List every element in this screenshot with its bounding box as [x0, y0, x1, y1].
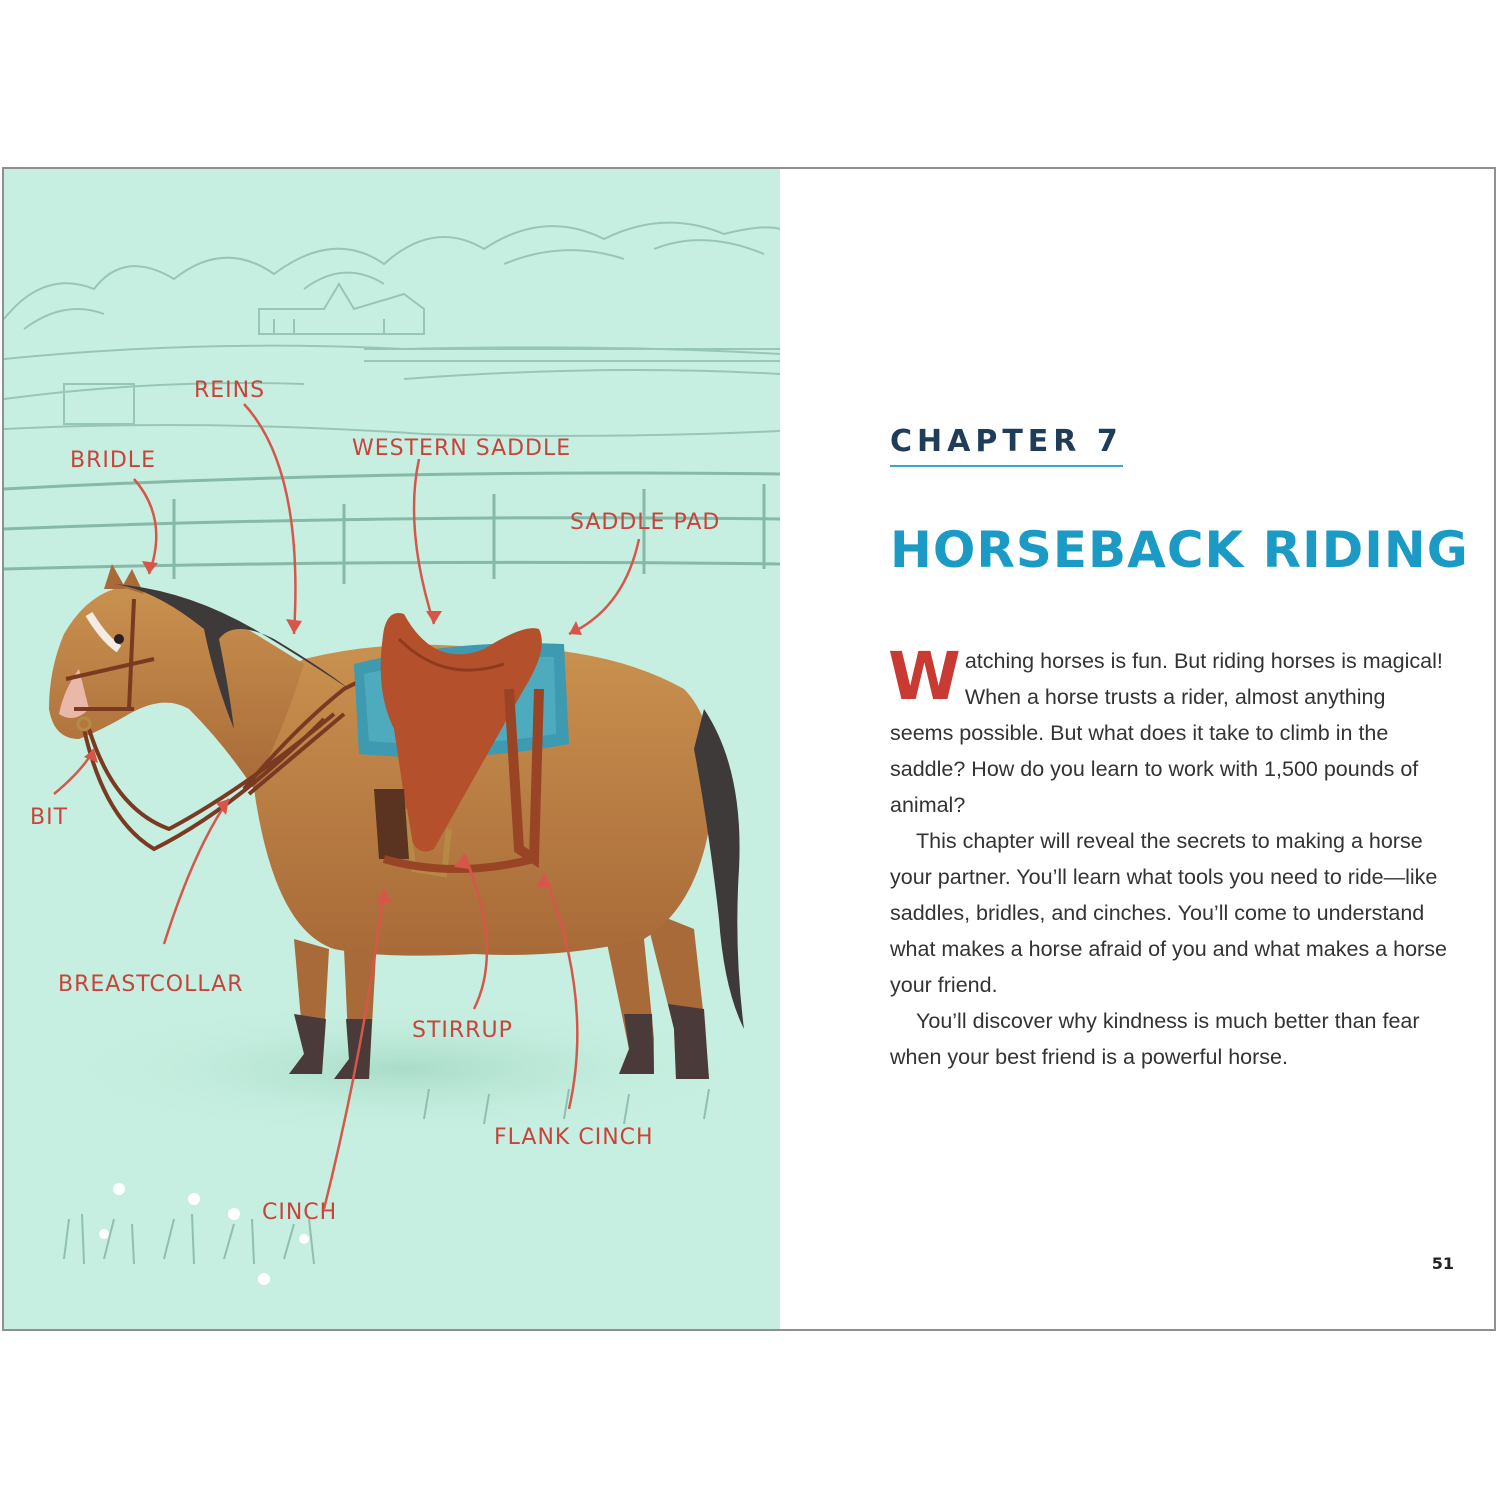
text-page — [780, 169, 1494, 1329]
paragraph-1 — [888, 638, 1450, 823]
page-number: 51 — [1431, 1254, 1454, 1273]
label-bridle: BRIDLE — [70, 448, 156, 473]
background-landscape — [4, 223, 780, 436]
paragraph-2: This chapter will reveal the secrets to making a horse your partner. You’ll learn what tools you need to ride—like saddles, bridles, and cinches. You’ll come to understand what makes a horse afraid of you and what makes a horse your friend. — [890, 829, 1447, 997]
drop-cap: W — [888, 638, 961, 715]
chapter-heading: CHAPTER 7 — [890, 424, 1123, 467]
book-spread — [2, 167, 1496, 1331]
label-cinch: CINCH — [262, 1200, 338, 1225]
illustration-page — [4, 169, 780, 1329]
label-stirrup: STIRRUP — [412, 1018, 513, 1043]
label-bit: BIT — [30, 805, 69, 830]
chapter-intro — [888, 638, 1450, 1075]
label-flank-cinch: FLANK CINCH — [494, 1125, 654, 1150]
label-reins: REINS — [194, 378, 266, 403]
horse-tack-illustration — [4, 169, 780, 1329]
ground-shadow — [44, 999, 764, 1139]
label-breastcollar: BREASTCOLLAR — [58, 972, 244, 997]
daisies — [99, 1183, 309, 1285]
paragraph-3: You’ll discover why kindness is much better than fear when your best friend is a powerful horse. — [890, 1009, 1420, 1069]
chapter-title: HORSEBACK RIDING — [890, 521, 1469, 579]
label-western-saddle: WESTERN SADDLE — [352, 436, 572, 461]
label-saddle-pad: SADDLE PAD — [570, 510, 721, 535]
paragraph-1-text: atching horses is fun. But riding horses is magical! When a horse trusts a rider, almost anything seems possible. But what does it take to climb in the saddle? How do you learn to work with 1,500 pounds of animal? — [890, 649, 1443, 817]
